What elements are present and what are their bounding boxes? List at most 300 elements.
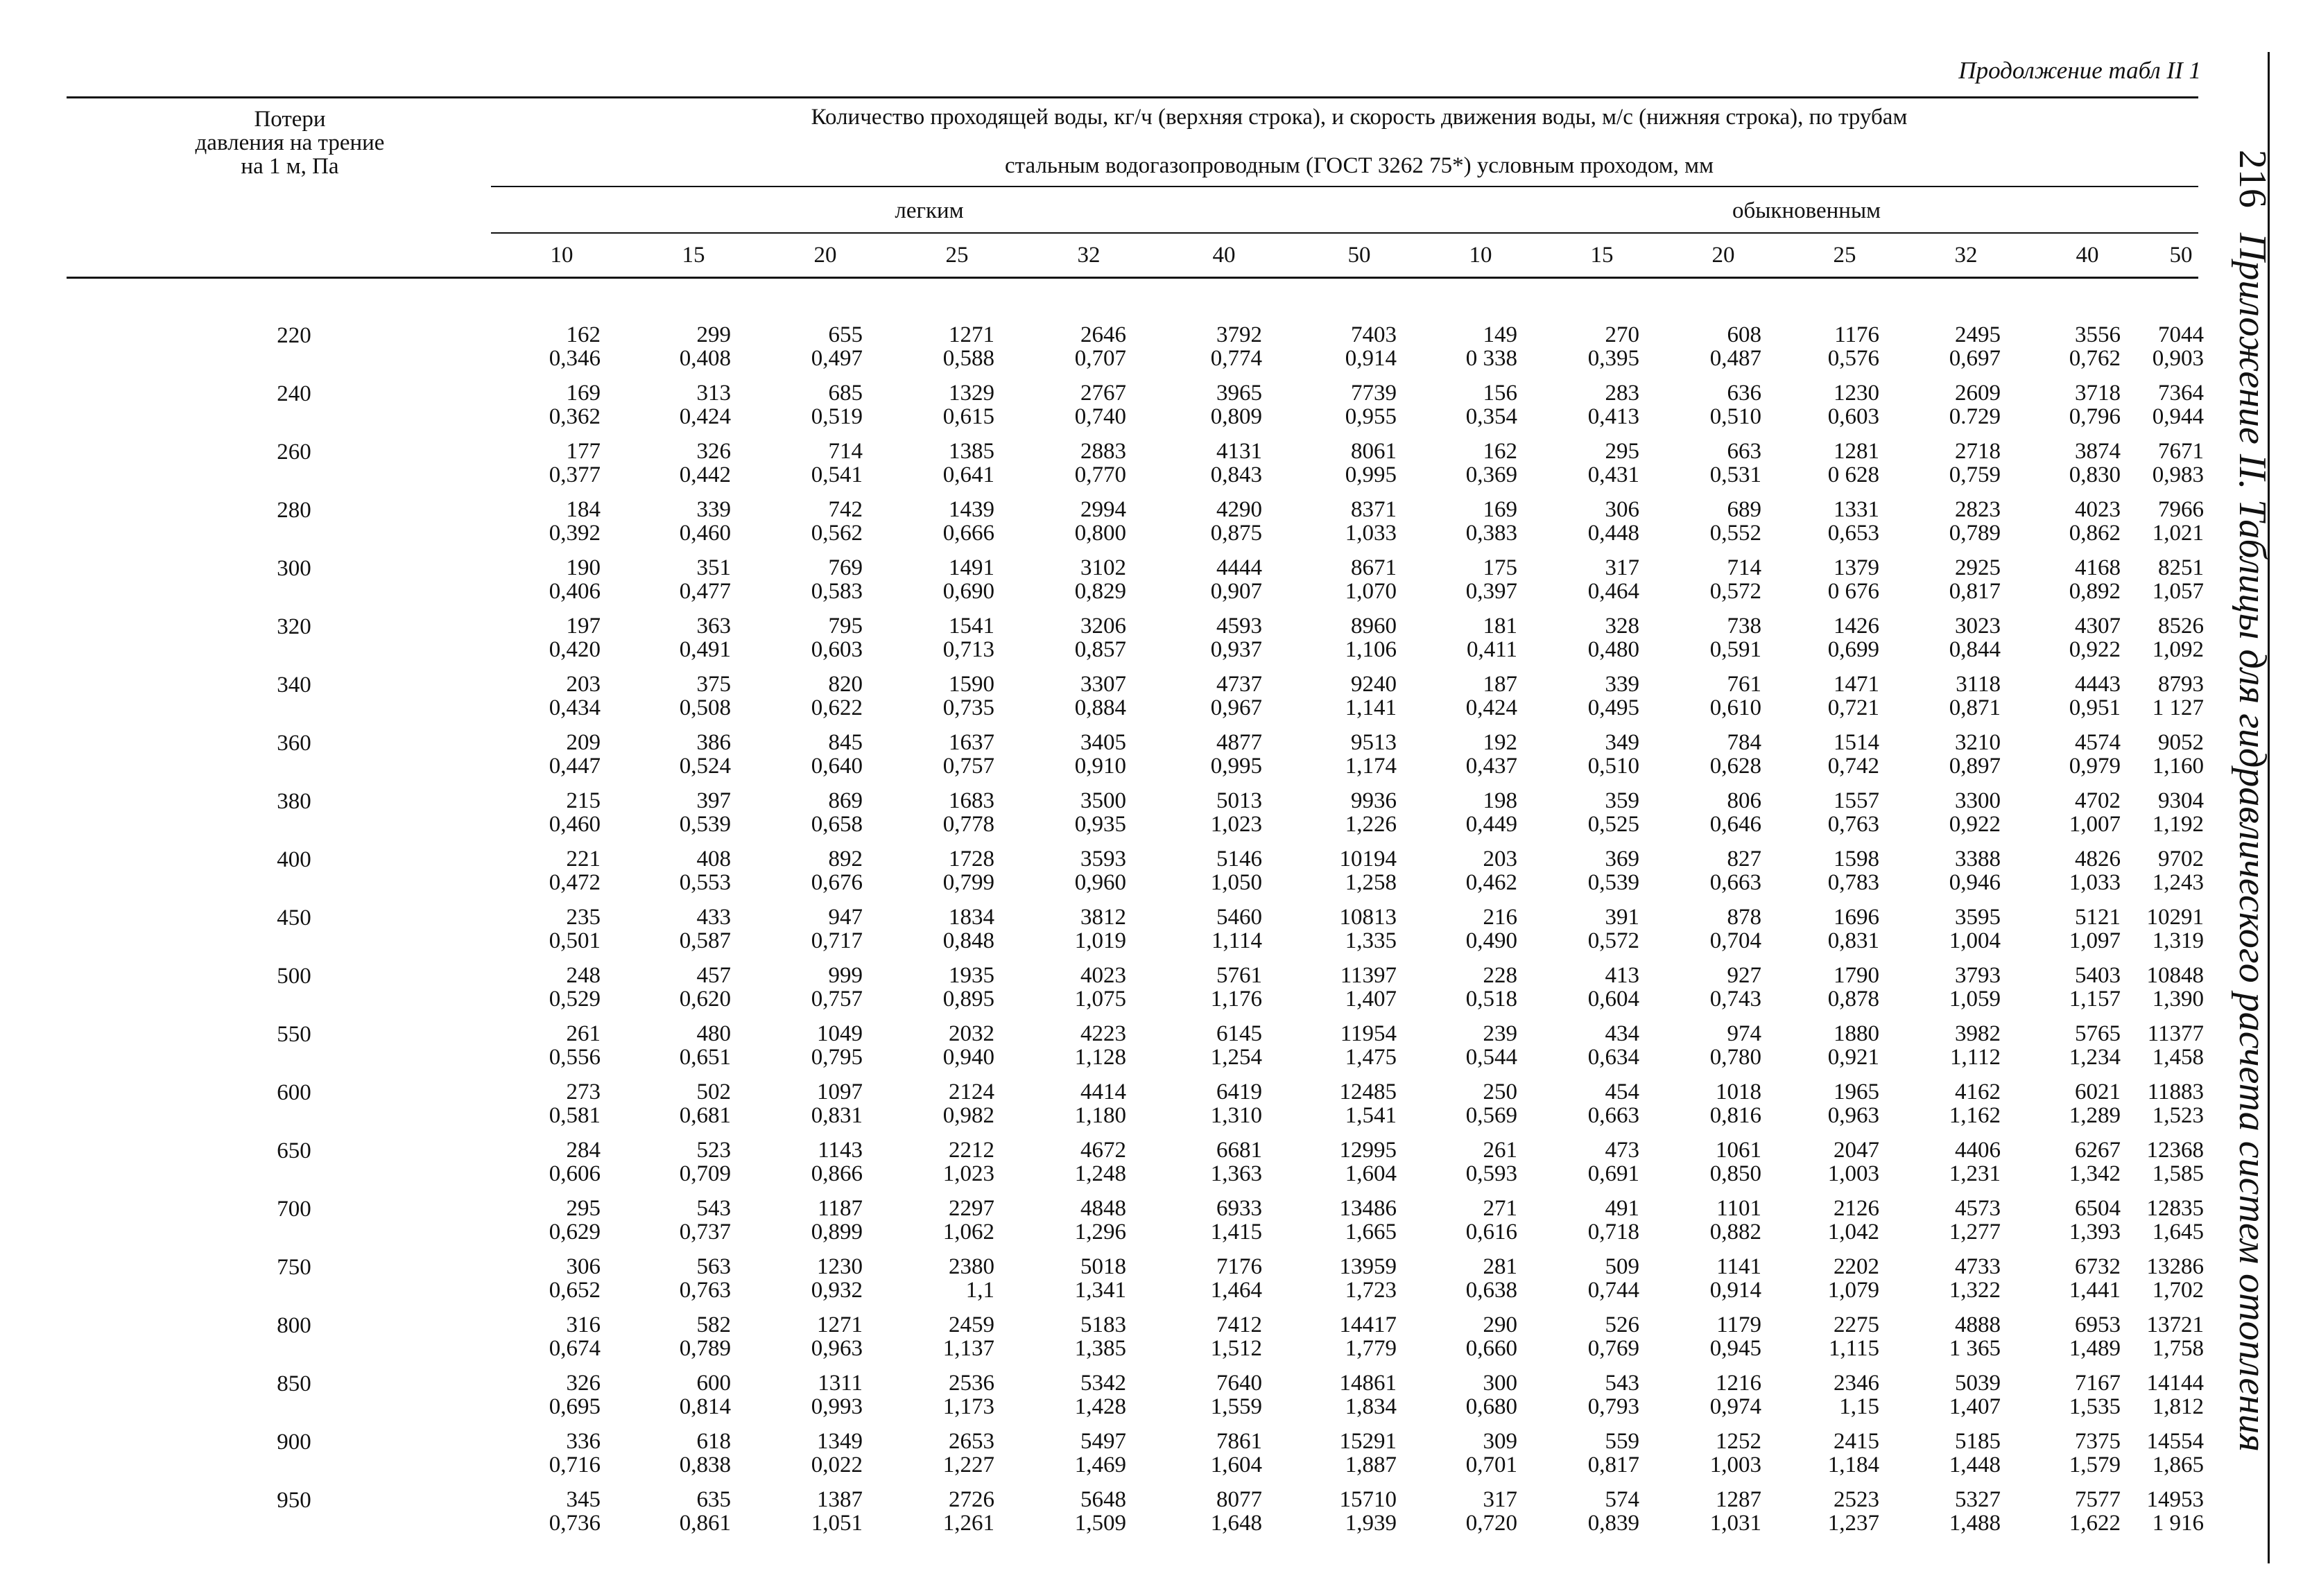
table-cell: [1535, 614, 1639, 661]
table-cell: [627, 1488, 731, 1535]
flow-value: 5460: [1216, 905, 1262, 930]
table-cell: [1022, 731, 1126, 778]
velocity-value: 0,960: [1074, 870, 1126, 895]
velocity-value: 1,162: [1949, 1103, 2001, 1128]
flow-value: 1230: [817, 1254, 863, 1279]
velocity-value: 0,979: [2069, 754, 2121, 779]
flow-value: 162: [566, 322, 601, 347]
flow-value: 5497: [1080, 1429, 1126, 1454]
velocity-value: 1,342: [2069, 1161, 2121, 1186]
table-cell: [1293, 1371, 1397, 1419]
velocity-value: 1,248: [1074, 1161, 1126, 1186]
velocity-value: 0,652: [549, 1278, 601, 1303]
flow-value: 3593: [1080, 847, 1126, 871]
table-cell: [1657, 498, 1761, 545]
table-cell: [1535, 731, 1639, 778]
flow-value: 316: [566, 1312, 601, 1337]
flow-value: 3307: [1080, 672, 1126, 697]
velocity-value: 1,023: [942, 1161, 994, 1186]
table-cell: [1897, 614, 2001, 661]
table-cell: [1293, 1488, 1397, 1535]
table-cell: [759, 614, 863, 661]
table-cell: [1293, 1255, 1397, 1302]
velocity-value: 0,510: [1587, 754, 1639, 779]
velocity-value: 0,903: [2152, 346, 2204, 371]
table-cell: [1657, 1255, 1761, 1302]
velocity-value: 1,031: [1709, 1511, 1761, 1536]
flow-value: 169: [566, 381, 601, 406]
table-cell: [1535, 789, 1639, 836]
table-cell: [2100, 1022, 2204, 1069]
velocity-value: 1,057: [2152, 579, 2204, 604]
flow-value: 5039: [1955, 1371, 2001, 1396]
velocity-value: 1,258: [1345, 870, 1397, 895]
table-cell: [1535, 1080, 1639, 1127]
table-cell: [627, 1022, 731, 1069]
table-cell: [1657, 440, 1761, 487]
flow-value: 3812: [1080, 905, 1126, 930]
velocity-value: 0,848: [942, 928, 994, 953]
table-cell: [627, 1138, 731, 1186]
table-cell: [1413, 1080, 1517, 1127]
flow-value: 1179: [1716, 1312, 1761, 1337]
flow-value: 4573: [1955, 1196, 2001, 1221]
velocity-value: 1,865: [2152, 1452, 2204, 1477]
table-cell: [627, 905, 731, 953]
velocity-value: 0,921: [1827, 1045, 1879, 1070]
velocity-value: 0,910: [1074, 754, 1126, 779]
flow-value: 339: [1605, 672, 1639, 697]
table-cell: [890, 1488, 994, 1535]
flow-value: 5018: [1080, 1254, 1126, 1279]
flow-value: 4023: [2075, 497, 2121, 522]
table-cell: [1657, 789, 1761, 836]
flow-value: 14144: [2146, 1371, 2204, 1396]
table-cell: [1657, 673, 1761, 720]
velocity-value: 0,967: [1210, 695, 1262, 720]
table-cell: [1897, 1197, 2001, 1244]
table-cell: [497, 789, 601, 836]
table-cell: [1158, 1255, 1262, 1302]
table-cell: [1158, 498, 1262, 545]
loss-value: 950: [277, 1488, 311, 1513]
side-title-text: [2232, 150, 2273, 1452]
velocity-value: 0,610: [1709, 695, 1761, 720]
table-cell: [1897, 1022, 2001, 1069]
velocity-value: 0,793: [1587, 1394, 1639, 1419]
velocity-value: 0,562: [811, 521, 863, 546]
velocity-value: 0,839: [1587, 1511, 1639, 1536]
velocity-value: 1,226: [1345, 812, 1397, 837]
table-cell: [1293, 1080, 1397, 1127]
table-cell: [627, 731, 731, 778]
velocity-value: 1,289: [2069, 1103, 2121, 1128]
velocity-value: 0,674: [549, 1336, 601, 1361]
velocity-value: 0,795: [811, 1045, 863, 1070]
table-cell: [1158, 1022, 1262, 1069]
flow-value: 12835: [2146, 1196, 2204, 1221]
flow-value: 2032: [949, 1021, 994, 1046]
table-cell: [759, 1488, 863, 1535]
table-cell: [1413, 1022, 1517, 1069]
flow-value: 947: [828, 905, 863, 930]
velocity-value: 0,922: [2069, 637, 2121, 662]
velocity-value: 1,097: [2069, 928, 2121, 953]
table-cell: [1535, 498, 1639, 545]
flow-value: 1683: [949, 788, 994, 813]
flow-value: 543: [1605, 1371, 1639, 1396]
table-cell: [1657, 1197, 1761, 1244]
flow-value: 6933: [1216, 1196, 1262, 1221]
size-header: 50: [2169, 243, 2193, 268]
size-header: 10: [1469, 243, 1492, 268]
table-cell: [1535, 847, 1639, 894]
velocity-value: 1,834: [1345, 1394, 1397, 1419]
velocity-value: 0,875: [1210, 521, 1262, 546]
velocity-value: 1,407: [1345, 987, 1397, 1012]
velocity-value: 1,007: [2069, 812, 2121, 837]
flow-value: 5342: [1080, 1371, 1126, 1396]
velocity-value: 0,737: [679, 1220, 731, 1244]
flow-value: 636: [1727, 381, 1761, 406]
table-cell: [1293, 1197, 1397, 1244]
table-cell: [1158, 905, 1262, 953]
velocity-value: 0,392: [549, 521, 601, 546]
flow-value: 156: [1483, 381, 1517, 406]
flow-value: 309: [1483, 1429, 1517, 1454]
flow-value: 3388: [1955, 847, 2001, 871]
table-cell: [1897, 323, 2001, 370]
flow-value: 190: [566, 555, 601, 580]
flow-value: 15291: [1339, 1429, 1397, 1454]
velocity-value: 0.729: [1949, 404, 2001, 429]
flow-value: 203: [566, 672, 601, 697]
table-cell: [497, 1080, 601, 1127]
table-cell: [1022, 847, 1126, 894]
velocity-value: 0,946: [1949, 870, 2001, 895]
table-cell: [759, 1430, 863, 1477]
flow-value: 162: [1483, 439, 1517, 464]
flow-value: 3965: [1216, 381, 1262, 406]
velocity-value: 0,437: [1465, 754, 1517, 779]
table-cell: [1897, 1255, 2001, 1302]
flow-value: 608: [1727, 322, 1761, 347]
flow-value: 2047: [1834, 1138, 1879, 1163]
loss-value: 750: [277, 1255, 311, 1280]
table-cell: [627, 1430, 731, 1477]
velocity-value: 1,335: [1345, 928, 1397, 953]
table-cell: [1293, 1313, 1397, 1360]
velocity-value: 1,341: [1074, 1278, 1126, 1303]
flow-value: 13286: [2146, 1254, 2204, 1279]
table-cell: [1897, 847, 2001, 894]
flow-value: 7861: [1216, 1429, 1262, 1454]
velocity-value: 0,796: [2069, 404, 2121, 429]
velocity-value: 0,569: [1465, 1103, 1517, 1128]
flow-value: 12485: [1339, 1079, 1397, 1104]
table-cell: [1158, 847, 1262, 894]
flow-value: 3556: [2075, 322, 2121, 347]
table-cell: [2100, 323, 2204, 370]
table-cell: [890, 556, 994, 603]
velocity-value: 1,758: [2152, 1336, 2204, 1361]
velocity-value: 0,963: [1827, 1103, 1879, 1128]
loss-value: 240: [277, 381, 311, 406]
velocity-value: 0,593: [1465, 1161, 1517, 1186]
flow-value: 1311: [818, 1371, 863, 1396]
table-cell: [1657, 323, 1761, 370]
table-cell: [497, 731, 601, 778]
velocity-value: 1,176: [1210, 987, 1262, 1012]
velocity-value: 0,413: [1587, 404, 1639, 429]
table-cell: [890, 731, 994, 778]
flow-value: 2275: [1834, 1312, 1879, 1337]
flow-value: 5183: [1080, 1312, 1126, 1337]
table-cell: [1657, 556, 1761, 603]
table-cell: [1657, 1138, 1761, 1186]
table-cell: [1897, 381, 2001, 428]
velocity-value: 0,680: [1465, 1394, 1517, 1419]
flow-value: 4702: [2075, 788, 2121, 813]
table-cell: [1158, 1197, 1262, 1244]
velocity-value: 0,922: [1949, 812, 2001, 837]
velocity-value: 1,489: [2069, 1336, 2121, 1361]
velocity-value: 0,861: [679, 1511, 731, 1536]
flow-value: 582: [696, 1312, 731, 1337]
table-cell: [627, 614, 731, 661]
table-cell: [1775, 1255, 1879, 1302]
flow-value: 6953: [2075, 1312, 2121, 1337]
flow-value: 4414: [1080, 1079, 1126, 1104]
velocity-value: 1,261: [942, 1511, 994, 1536]
table-cell: [1775, 1430, 1879, 1477]
table-cell: [1897, 1138, 2001, 1186]
velocity-value: 1,523: [2152, 1103, 2204, 1128]
flow-value: 5761: [1216, 963, 1262, 988]
flow-value: 6732: [2075, 1254, 2121, 1279]
velocity-value: 0,857: [1074, 637, 1126, 662]
table-cell: [1413, 673, 1517, 720]
velocity-value: 0,829: [1074, 579, 1126, 604]
flow-value: 6145: [1216, 1021, 1262, 1046]
table-cell: [1535, 1022, 1639, 1069]
table-cell: [890, 440, 994, 487]
velocity-value: 0,690: [942, 579, 994, 604]
flow-value: 526: [1605, 1312, 1639, 1337]
table-cell: [1775, 614, 1879, 661]
flow-value: 7671: [2158, 439, 2204, 464]
flow-value: 408: [696, 847, 731, 871]
table-cell: [1293, 847, 1397, 894]
flow-value: 1143: [818, 1138, 863, 1163]
flow-value: 769: [828, 555, 863, 580]
table-cell: [497, 1255, 601, 1302]
flow-value: 433: [696, 905, 731, 930]
table-cell: [2100, 789, 2204, 836]
table-cell: [497, 556, 601, 603]
flow-value: 184: [566, 497, 601, 522]
table-cell: [1022, 381, 1126, 428]
table-cell: [890, 673, 994, 720]
velocity-value: 0,814: [679, 1394, 731, 1419]
size-header: 32: [1077, 243, 1101, 268]
velocity-value: 1,174: [1345, 754, 1397, 779]
flow-value: 235: [566, 905, 601, 930]
table-cell: [1158, 1080, 1262, 1127]
table-cell: [1158, 614, 1262, 661]
velocity-value: 1,254: [1210, 1045, 1262, 1070]
flow-value: 281: [1483, 1254, 1517, 1279]
flow-value: 2212: [949, 1138, 994, 1163]
velocity-value: 0,817: [1587, 1452, 1639, 1477]
table-cell: [1535, 1197, 1639, 1244]
velocity-value: 1,070: [1345, 579, 1397, 604]
flow-value: 9513: [1351, 730, 1397, 755]
velocity-value: 0,907: [1210, 579, 1262, 604]
velocity-value: 0,615: [942, 404, 994, 429]
velocity-value: 1,021: [2152, 521, 2204, 546]
flow-value: 491: [1605, 1196, 1639, 1221]
velocity-value: 0,830: [2069, 462, 2121, 487]
table-cell: [1413, 1488, 1517, 1535]
table-cell: [627, 498, 731, 545]
velocity-value: 1,227: [942, 1452, 994, 1477]
table-cell: [1535, 1138, 1639, 1186]
flow-value: 2925: [1955, 555, 2001, 580]
velocity-value: 1 127: [2152, 695, 2204, 720]
velocity-value: 0,510: [1709, 404, 1761, 429]
velocity-value: 0,539: [1587, 870, 1639, 895]
flow-value: 3300: [1955, 788, 2001, 813]
table-cell: [1535, 964, 1639, 1011]
velocity-value: 0,477: [679, 579, 731, 604]
velocity-value: 0,491: [679, 637, 731, 662]
flow-value: 10813: [1339, 905, 1397, 930]
table-cell: [627, 847, 731, 894]
loss-value: 400: [277, 847, 311, 872]
flow-value: 221: [566, 847, 601, 871]
velocity-value: 0,681: [679, 1103, 731, 1128]
table-cell: [1413, 1313, 1517, 1360]
flow-value: 181: [1483, 614, 1517, 639]
table-cell: [1413, 731, 1517, 778]
table-cell: [1158, 964, 1262, 1011]
table-cell: [1158, 556, 1262, 603]
velocity-value: 0,817: [1949, 579, 2001, 604]
flow-value: 273: [566, 1079, 601, 1104]
velocity-value: 0,541: [811, 462, 863, 487]
table-cell: [2100, 556, 2204, 603]
flow-value: 2767: [1080, 381, 1126, 406]
table-cell: [497, 1313, 601, 1360]
flow-value: 209: [566, 730, 601, 755]
flow-value: 349: [1605, 730, 1639, 755]
header-quantity-line1: Количество проходящей воды, кг/ч (верхняя строка), и скорость движения воды, м/с (нижняя строка), по трубам: [811, 105, 1908, 130]
table-cell: [2100, 498, 2204, 545]
velocity-value: 0,640: [811, 754, 863, 779]
group-light: легким: [895, 198, 964, 223]
size-header: 15: [682, 243, 705, 268]
flow-value: 4826: [2075, 847, 2121, 871]
size-header: 25: [945, 243, 969, 268]
table-cell: [1657, 1022, 1761, 1069]
flow-value: 397: [696, 788, 731, 813]
flow-value: 2718: [1955, 439, 2001, 464]
velocity-value: 0,646: [1709, 812, 1761, 837]
table-cell: [1775, 731, 1879, 778]
velocity-value: 0,701: [1465, 1452, 1517, 1477]
velocity-value: 0,799: [942, 870, 994, 895]
velocity-value: 0,362: [549, 404, 601, 429]
side-divider: [2268, 52, 2270, 1563]
table-cell: [1413, 1255, 1517, 1302]
flow-value: 655: [828, 322, 863, 347]
loss-value: 380: [277, 789, 311, 814]
flow-value: 4672: [1080, 1138, 1126, 1163]
table-cell: [890, 964, 994, 1011]
flow-value: 1426: [1834, 614, 1879, 639]
flow-value: 4023: [1080, 963, 1126, 988]
table-cell: [1897, 964, 2001, 1011]
velocity-value: 0,460: [679, 521, 731, 546]
velocity-value: 0,508: [679, 695, 731, 720]
velocity-value: 0,406: [549, 579, 601, 604]
table-cell: [497, 440, 601, 487]
header-rule-2: [491, 232, 2198, 234]
velocity-value: 1,390: [2152, 987, 2204, 1012]
flow-value: 391: [1605, 905, 1639, 930]
flow-value: 8793: [2158, 672, 2204, 697]
table-cell: [1022, 1488, 1126, 1535]
flow-value: 2124: [949, 1079, 994, 1104]
velocity-value: 0,744: [1587, 1278, 1639, 1303]
velocity-value: 1,363: [1210, 1161, 1262, 1186]
table-cell: [1413, 498, 1517, 545]
table-cell: [1413, 381, 1517, 428]
velocity-value: 1,184: [1827, 1452, 1879, 1477]
table-cell: [1293, 556, 1397, 603]
velocity-value: 0,838: [679, 1452, 731, 1477]
flow-value: 7167: [2075, 1371, 2121, 1396]
flow-value: 563: [696, 1254, 731, 1279]
flow-value: 192: [1483, 730, 1517, 755]
loss-value: 850: [277, 1371, 311, 1396]
flow-value: 1176: [1834, 322, 1879, 347]
flow-value: 2646: [1080, 322, 1126, 347]
velocity-value: 1,023: [1210, 812, 1262, 837]
flow-value: 8371: [1351, 497, 1397, 522]
velocity-value: 0,663: [1587, 1103, 1639, 1128]
loss-value: 360: [277, 731, 311, 756]
flow-value: 1387: [817, 1487, 863, 1512]
table-cell: [627, 556, 731, 603]
velocity-value: 0,583: [811, 579, 863, 604]
velocity-value: 0,713: [942, 637, 994, 662]
flow-value: 1049: [817, 1021, 863, 1046]
flow-value: 1557: [1834, 788, 1879, 813]
table-cell: [1775, 381, 1879, 428]
flow-value: 7044: [2158, 322, 2204, 347]
velocity-value: 1,512: [1210, 1336, 1262, 1361]
table-cell: [497, 1488, 601, 1535]
table-cell: [627, 1080, 731, 1127]
table-cell: [1022, 323, 1126, 370]
table-cell: [890, 614, 994, 661]
velocity-value: 0,408: [679, 346, 731, 371]
velocity-value: 0,666: [942, 521, 994, 546]
flow-value: 336: [566, 1429, 601, 1454]
table-cell: [2100, 1488, 2204, 1535]
